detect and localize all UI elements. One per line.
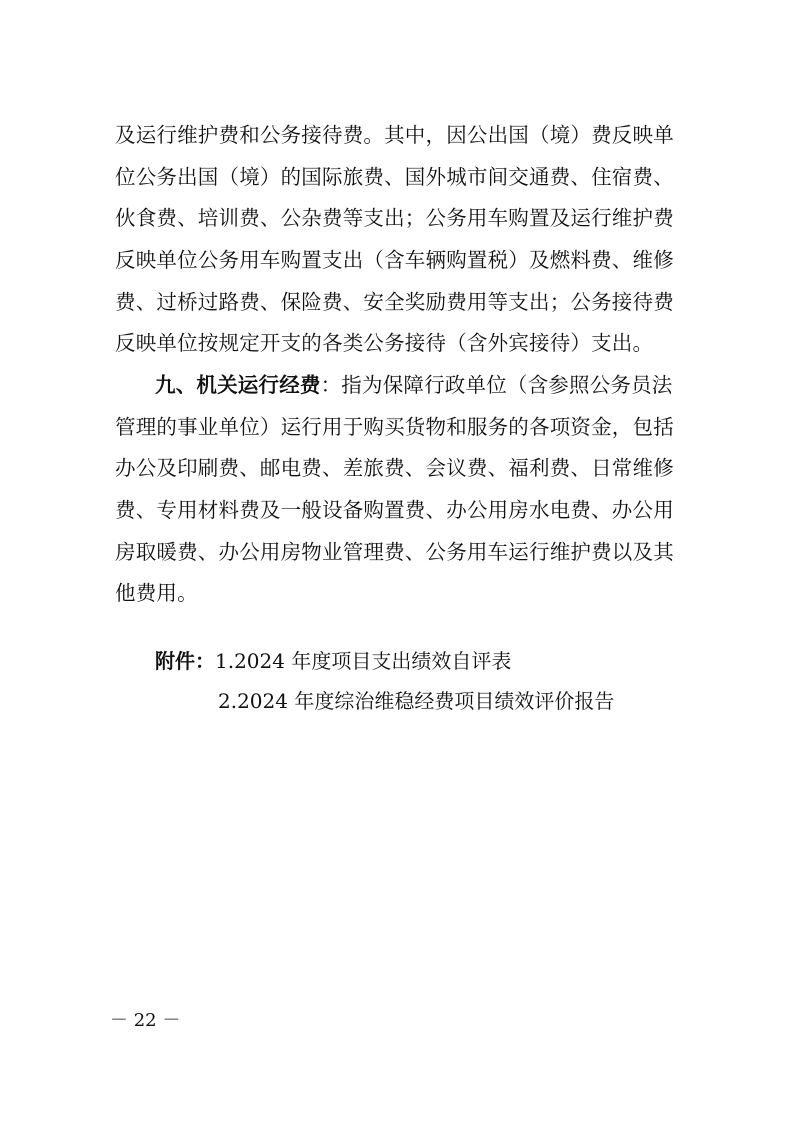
paragraph-line: 管理的事业单位）运行用于购买货物和服务的各项资金，包括	[115, 415, 674, 439]
paragraph-first-line	[155, 373, 673, 397]
attachment-item: 1.2024 年度项目支出绩效自评表	[215, 649, 512, 673]
paragraph-line: 及运行维护费和公务接待费。其中，因公出国（境）费反映单	[115, 123, 674, 147]
paragraph-line: 费、过桥过路费、保险费、安全奖励费用等支出；公务接待费	[115, 290, 674, 314]
paragraph-line: 办公及印刷费、邮电费、差旅费、会议费、福利费、日常维修	[115, 456, 674, 480]
page-number: － 22 －	[110, 1010, 181, 1031]
attachment-item: 2.2024 年度综治维稳经费项目绩效评价报告	[218, 689, 615, 713]
paragraph-line: 伙食费、培训费、公杂费等支出；公务用车购置及运行维护费	[115, 206, 674, 230]
paragraph-line: 费、专用材料费及一般设备购置费、办公用房水电费、办公用	[115, 498, 674, 522]
attachment-line-1	[155, 649, 511, 673]
paragraph-line: 反映单位公务用车购置支出（含车辆购置税）及燃料费、维修	[115, 248, 674, 272]
paragraph-line: 位公务出国（境）的国际旅费、国外城市间交通费、住宿费、	[115, 165, 674, 189]
paragraph-line-text: ：指为保障行政单位（含参照公务员法	[320, 373, 673, 397]
paragraph-line: 反映单位按规定开支的各类公务接待（含外宾接待）支出。	[115, 331, 654, 355]
section-heading-term: 九、机关运行经费	[155, 373, 321, 397]
attachments-label: 附件：	[155, 649, 215, 673]
paragraph-line: 他费用。	[115, 581, 198, 605]
paragraph-line: 房取暖费、办公用房物业管理费、公务用车运行维护费以及其	[115, 540, 674, 564]
